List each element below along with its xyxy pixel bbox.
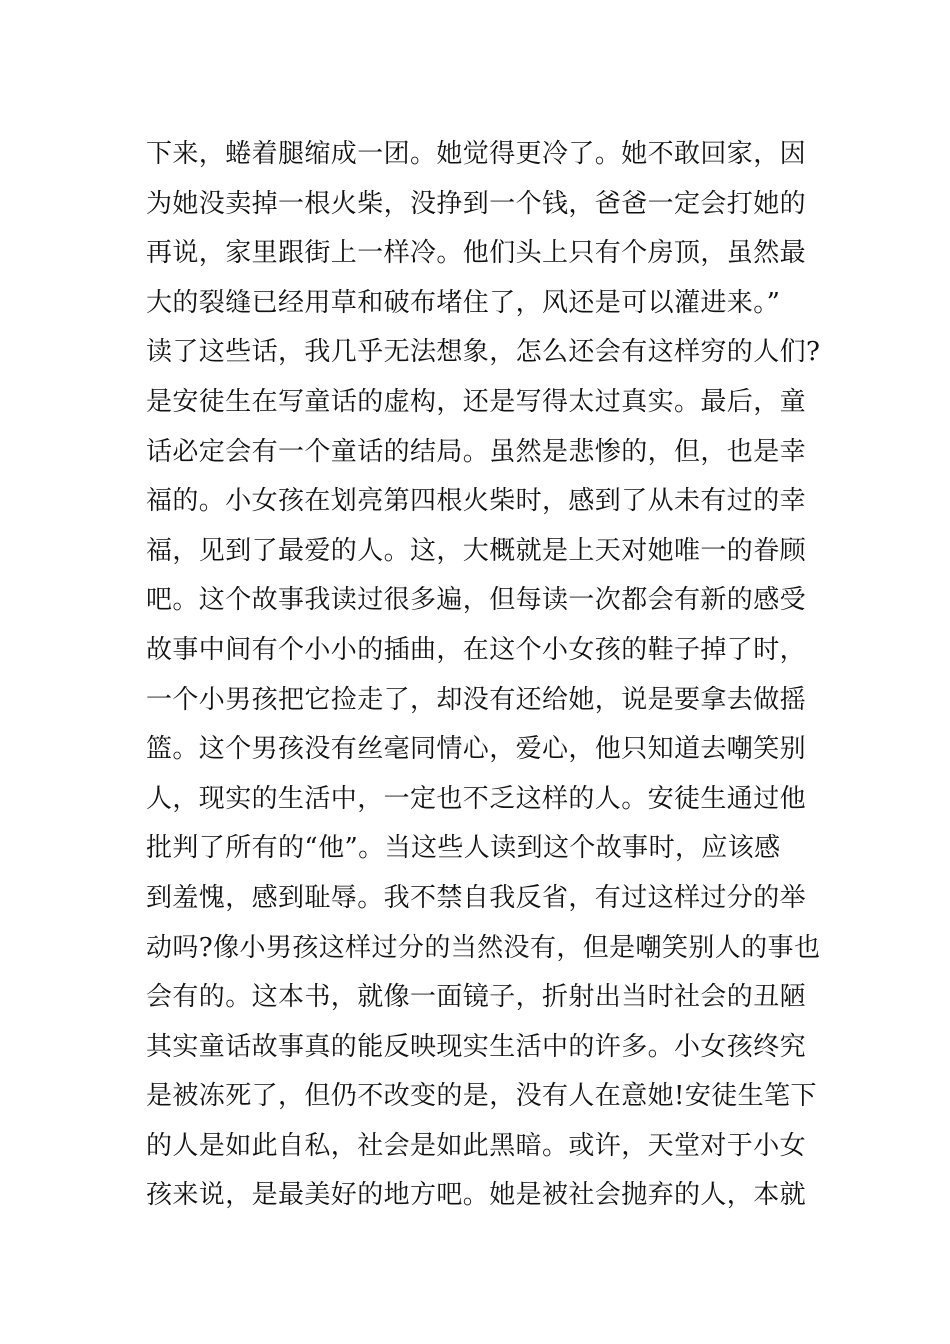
- text-line: 人，现实的生活中，一定也不乏这样的人。安徒生通过他: [146, 783, 807, 814]
- text-line: 会有的。这本书，就像一面镜子，折射出当时社会的丑陋: [146, 982, 807, 1013]
- text-line: 批判了所有的“他”。当这些人读到这个故事时，应该感: [146, 833, 781, 864]
- text-line: 福，见到了最爱的人。这，大概就是上天对她唯一的眷顾: [146, 535, 807, 566]
- text-line: 动吗?像小男孩这样过分的当然没有，但是嘲笑别人的事也: [146, 932, 821, 963]
- text-line: 下来，蜷着腿缩成一团。她觉得更冷了。她不敢回家，因: [146, 139, 807, 169]
- text-line: 到羞愧，感到耻辱。我不禁自我反省，有过这样过分的举: [146, 882, 807, 913]
- body-text: [146, 130, 821, 1221]
- text-line: 话必定会有一个童话的结局。虽然是悲惨的，但，也是幸: [146, 436, 807, 467]
- text-line: 再说，家里跟街上一样冷。他们头上只有个房顶，虽然最: [146, 238, 807, 269]
- text-line: 故事中间有个小小的插曲，在这个小女孩的鞋子掉了时，: [146, 634, 807, 665]
- text-line: 大的裂缝已经用草和破布堵住了，风还是可以灌进来。”: [146, 287, 781, 318]
- text-line: 的人是如此自私，社会是如此黑暗。或许，天堂对于小女: [146, 1130, 807, 1161]
- text-line: 为她没卖掉一根火柴，没挣到一个钱，爸爸一定会打她的: [146, 188, 807, 219]
- text-line: 福的。小女孩在划亮第四根火柴时，感到了从未有过的幸: [146, 486, 807, 517]
- text-line: 是被冻死了，但仍不改变的是，没有人在意她!安徒生笔下: [146, 1081, 817, 1112]
- text-line: 一个小男孩把它捡走了，却没有还给她，说是要拿去做摇: [146, 684, 807, 715]
- text-line: 读了这些话，我几乎无法想象，怎么还会有这样穷的人们?: [146, 337, 821, 368]
- text-line: 吧。这个故事我读过很多遍，但每读一次都会有新的感受: [146, 585, 807, 616]
- text-line: 其实童话故事真的能反映现实生活中的许多。小女孩终究: [146, 1031, 807, 1062]
- text-line: 是安徒生在写童话的虚构，还是写得太过真实。最后，童: [146, 386, 807, 417]
- text-line: 孩来说，是最美好的地方吧。她是被社会抛弃的人，本就: [146, 1180, 807, 1211]
- text-line: 篮。这个男孩没有丝毫同情心，爱心，他只知道去嘲笑别: [146, 734, 807, 765]
